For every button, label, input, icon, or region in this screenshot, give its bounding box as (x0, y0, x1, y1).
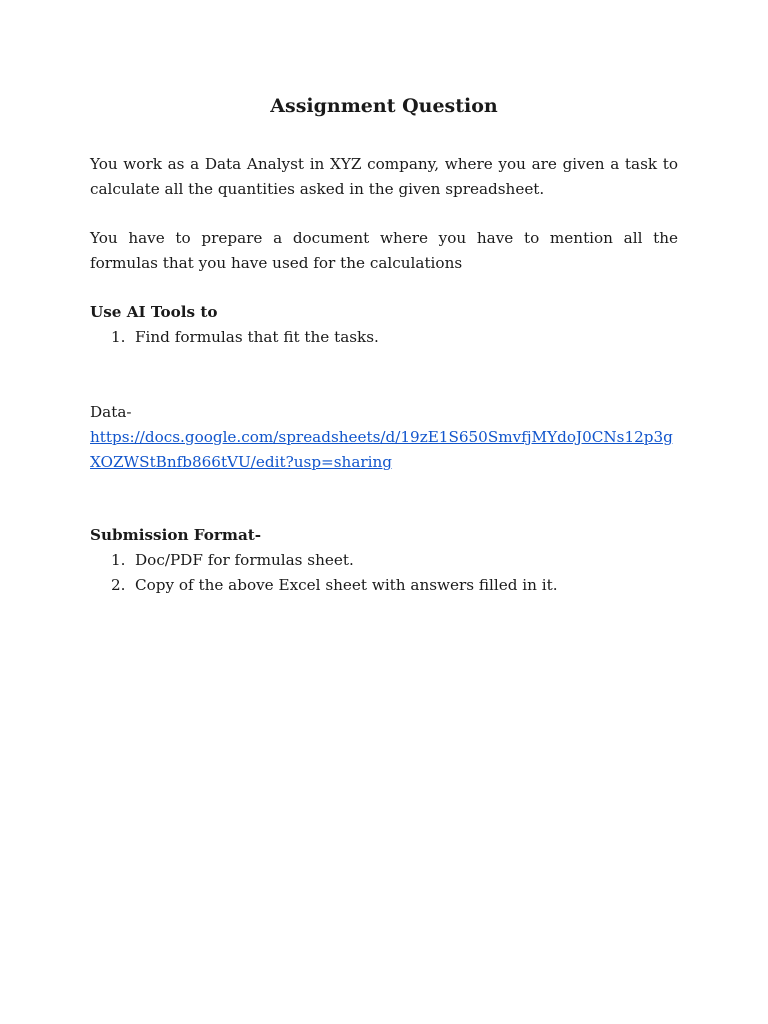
list-item-text: Find formulas that fit the tasks. (135, 328, 379, 346)
submission-list (90, 548, 678, 597)
ai-tools-heading: Use AI Tools to (90, 303, 218, 321)
ai-tools-list (90, 325, 678, 350)
list-item-number: 2. (111, 575, 126, 594)
document-title: Assignment Question (270, 95, 498, 117)
spreadsheet-link[interactable] (90, 425, 678, 474)
spreadsheet-link-line-1: https://docs.google.com/spreadsheets/d/19zE1S650SmvfjMYdoJ0CNs12p3g (90, 428, 673, 446)
instructions-paragraph: You have to prepare a document where you have to mention all the formulas that you have used for the calculations (90, 229, 678, 272)
list-item-text: Doc/PDF for formulas sheet. (135, 551, 354, 569)
data-label: Data- (90, 403, 132, 421)
list-item-number: 1. (111, 551, 126, 569)
list-item (90, 548, 678, 573)
list-item (90, 573, 678, 598)
list-item-text: Copy of the above Excel sheet with answers filled in it. (135, 575, 558, 594)
spreadsheet-link-line-2: XOZWStBnfb866tVU/edit?usp=sharing (90, 452, 393, 471)
intro-paragraph: You work as a Data Analyst in XYZ company, where you are given a task to calculate all the quantities asked in the given spreadsheet. (90, 155, 678, 198)
list-item-number: 1. (111, 328, 126, 346)
submission-heading: Submission Format- (90, 526, 262, 544)
list-item (90, 325, 678, 350)
